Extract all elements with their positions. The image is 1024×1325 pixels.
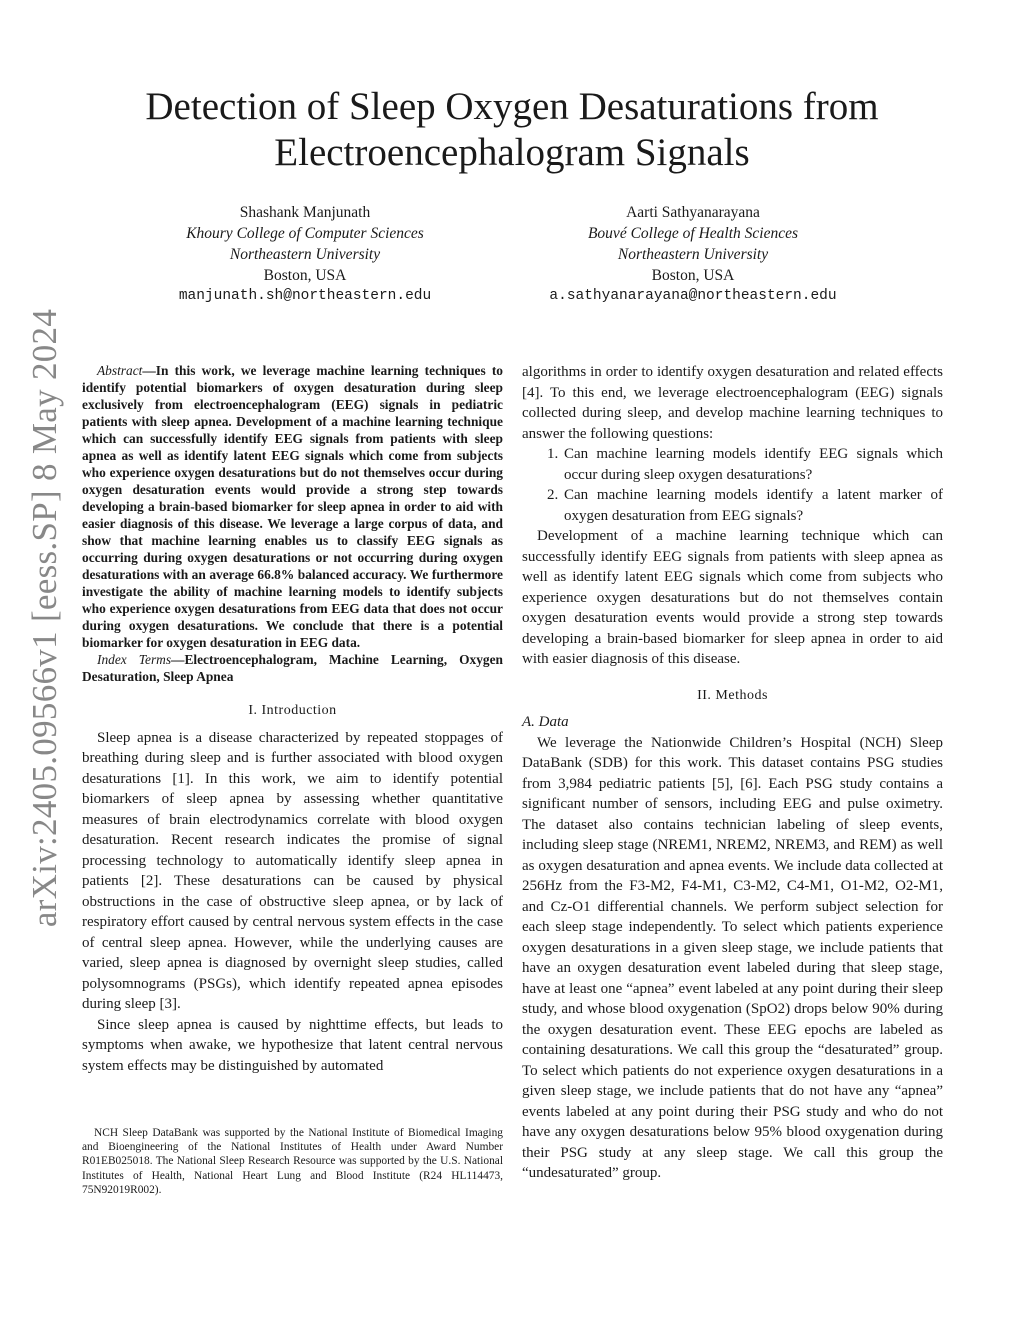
author-block-2 bbox=[513, 202, 873, 307]
author-university: Northeastern University bbox=[229, 246, 381, 263]
section-heading-introduction: I. Introduction bbox=[248, 703, 337, 718]
intro-paragraph-3: algorithms in order to identify oxygen desaturation and related effects [4]. To this end, we leverage electroencephalogram (EEG) signals collected during sleep, and develop machine learning techniques to answer the following questions: bbox=[522, 364, 943, 442]
author-email: manjunath.sh@northeastern.edu bbox=[178, 288, 432, 304]
left-column bbox=[82, 362, 503, 1076]
author-department: Khoury College of Computer Sciences bbox=[186, 225, 424, 242]
author-city: Boston, USA bbox=[263, 267, 347, 284]
author-university: Northeastern University bbox=[617, 246, 769, 263]
index-terms bbox=[82, 651, 503, 685]
author-block-1 bbox=[125, 202, 485, 307]
paper-title bbox=[0, 84, 1024, 176]
author-department: Bouvé College of Health Sciences bbox=[587, 225, 799, 242]
author-name: Aarti Sathyanarayana bbox=[626, 204, 760, 221]
title-line-1: Detection of Sleep Oxygen Desaturations from bbox=[145, 85, 879, 128]
intro-paragraph-4: Development of a machine learning technique which can successfully identify EEG signals from patients with sleep apnea as well as identify latent EEG signals which come from subjects who experience oxygen desaturations but do not themselves contain oxygen desaturation events would provide a strong step towards developing a brain-based biomarker for sleep apnea in order to aid with easier diagnosis of this disease. bbox=[522, 528, 943, 667]
research-question-1: 1. Can machine learning models identify EEG signals which occur during sleep oxygen desaturations? bbox=[562, 444, 943, 485]
subsection-heading-data: A. Data bbox=[522, 714, 569, 730]
author-city: Boston, USA bbox=[651, 267, 735, 284]
intro-paragraph-1: Sleep apnea is a disease characterized by repeated stoppages of breathing during sleep and is further associated with blood oxygen desaturations [1]. In this work, we aim to identify potential biomarkers of sleep apnea by assessing whether quantitative measures of brain electrodynamics correlate with blood oxygen desaturation. Recent research indicates the promise of signal processing technology to automatically identify sleep apnea in patients [2]. These desaturations can be caused by physical obstructions in the case of obstructive sleep apnea, or by lack of respiratory effort caused by central nervous system effects in the case of central sleep apnea. However, while the underlying causes are varied, sleep apnea is diagnosed by overnight sleep studies, called polysomnograms (PSGs), which identify repeated apnea episodes during sleep [3]. bbox=[82, 729, 503, 1012]
research-question-2: 2. Can machine learning models identify a latent marker of oxygen desaturation from EEG signals? bbox=[562, 485, 943, 526]
section-heading-methods: II. Methods bbox=[697, 687, 768, 703]
arxiv-identifier-text: arXiv:2405.09566v1 [eess.SP] 8 May 2024 bbox=[25, 308, 65, 928]
intro-paragraph-2: Since sleep apnea is caused by nighttime effects, but leads to symptoms when awake, we hypothesize that latent central nervous system effects may be distinguished by automated bbox=[82, 1016, 503, 1074]
author-email: a.sathyanarayana@northeastern.edu bbox=[549, 288, 837, 304]
abstract-label: Abstract bbox=[97, 363, 143, 378]
abstract bbox=[82, 362, 503, 651]
author-name: Shashank Manjunath bbox=[239, 204, 371, 221]
index-terms-text: —Electroencephalogram, Machine Learning, Oxygen Desaturation, Sleep Apnea bbox=[82, 652, 503, 684]
funding-footnote: NCH Sleep DataBank was supported by the National Institute of Biomedical Imaging and Bioengineering of the National Institutes of Health under Award Number R01EB025018. The National Sleep Research Resource was supported by the U.S. National Institutes of Health, National Heart Lung and Blood Institute (R24 HL114473, 75N92019R002). bbox=[82, 1127, 503, 1196]
title-line-2: Electroencephalogram Signals bbox=[274, 131, 750, 174]
right-column bbox=[522, 362, 943, 1184]
abstract-text: —In this work, we leverage machine learning techniques to identify potential biomarkers of oxygen desaturation during sleep exclusively from electroencephalogram (EEG) signals in pediatric patients with sleep apnea. Development of a machine learning technique which can successfully identify EEG signals from patients with sleep apnea as well as identify latent EEG signals which come from subjects who experience oxygen desaturations but do not themselves occur during oxygen desaturation events would provide a strong step towards developing a brain-based biomarker for sleep apnea in order to aid with easier diagnosis of this disease. We leverage a large corpus of data, and show that machine learning enables us to classify EEG signals as occurring during oxygen desaturations or not occurring during oxygen desaturations with an average 66.8% balanced accuracy. We furthermore investigate the ability of machine learning models to identify subjects who experience oxygen desaturations from EEG data that does not occur during oxygen desaturations. We conclude that there is a potential biomarker for oxygen desaturation in EEG data. bbox=[82, 363, 503, 650]
methods-paragraph-1: We leverage the Nationwide Children’s Hospital (NCH) Sleep DataBank (SDB) for this work. This dataset contains PSG studies from 3,984 pediatric patients [5], [6]. Each PSG study contains a significant number of sensors, including EEG and pulse oximetry. The dataset also contains technician labeling of sleep events, including sleep stage (NREM1, NREM2, NREM3, and REM) as well as oxygen desaturation and apnea events. We include data collected at 256Hz from the F3-M2, F4-M1, C3-M2, C4-M1, O1-M2, O2-M1, and Cz-O1 differential channels. We perform subject selection for each sleep stage independently. To select which patients experience oxygen desaturations in a given sleep stage, we include patients that have an oxygen desaturation event labeled during that sleep stage, have at least one “apnea” event labeled at any point during their sleep study, and whose blood oxygenation (SpO2) drops below 90% during the oxygen desaturation event. These EEG epochs are labeled as containing desaturations. We call this group the “desaturated” group. To select which patients do not experience oxygen desaturations in a given sleep stage, we include patients that do not have any “apnea” events labeled at any point during their PSG study and who do not have any oxygen desaturations below 95% blood oxygenation during their PSG study at any sleep stage. We call this group the “undesaturated” group. bbox=[522, 734, 943, 1181]
index-terms-label: Index Terms bbox=[97, 652, 172, 667]
arxiv-identifier bbox=[25, 308, 65, 928]
research-questions bbox=[522, 444, 943, 526]
